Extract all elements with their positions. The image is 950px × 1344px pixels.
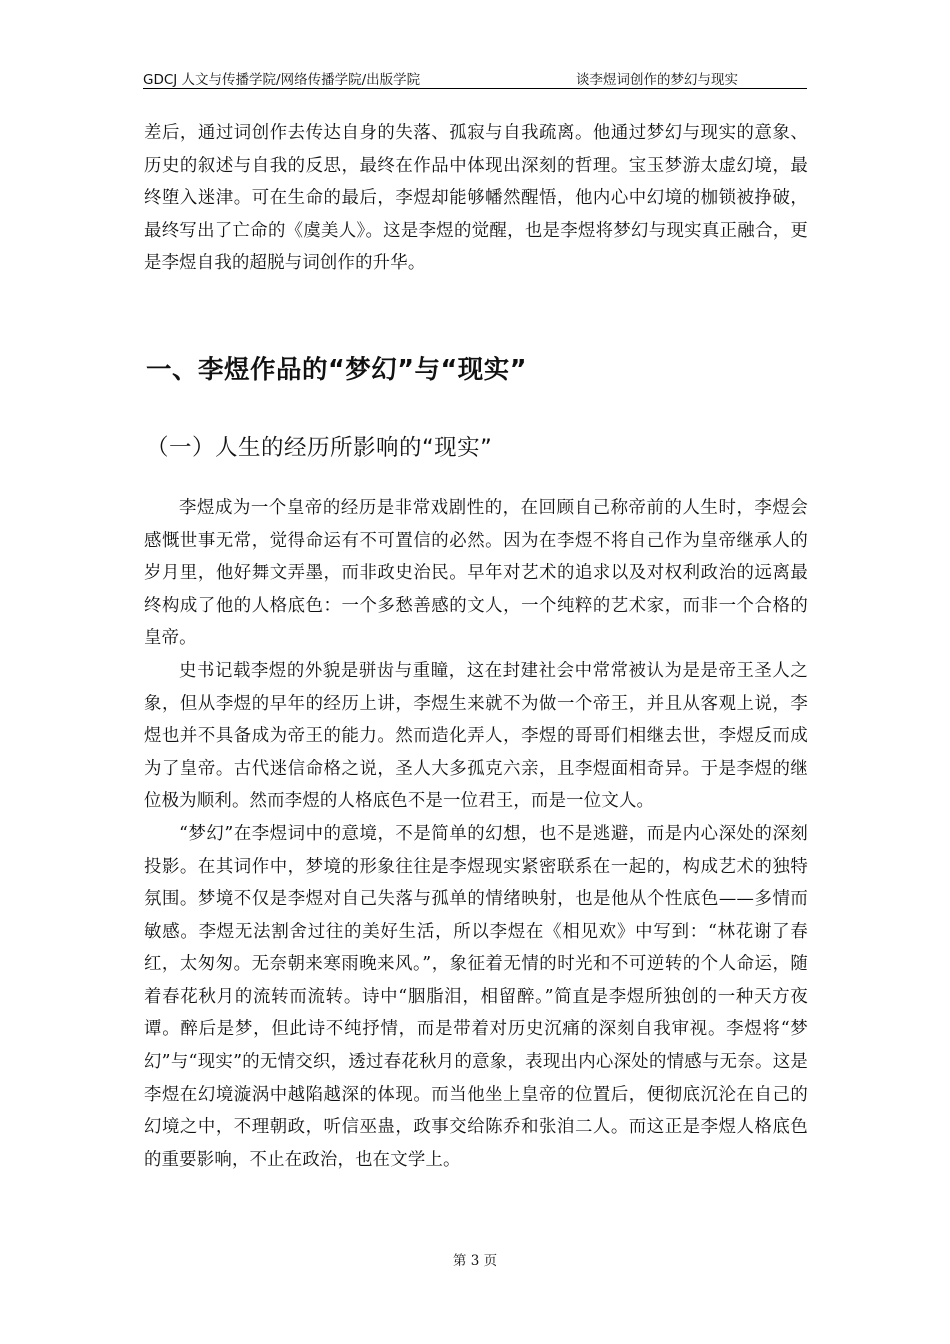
body-paragraph: 史书记载李煜的外貌是骈齿与重瞳，这在封建社会中常常被认为是是帝王圣人之象，但从李煜的早年的经历上讲，李煜生来就不为做一个帝王，并且从客观上说，李煜也并不具备成为帝王的能力。然而造化弄人，李煜的哥哥们相继去世，李煜反而成为了皇帝。古代迷信命格之说，圣人大多孤克六亲，且李煜面相奇异。于是李煜的继位极为顺利。然而李煜的人格底色不是一位君王，而是一位文人。 xyxy=(144,660,808,812)
page-content xyxy=(144,117,808,1176)
subsection-heading: （一）人生的经历所影响的“现实” xyxy=(146,434,493,461)
header-article-title: 谈李煜词创作的梦幻与现实 xyxy=(576,72,738,88)
page-number: 第 3 页 xyxy=(452,1253,498,1269)
intro-paragraph: 差后，通过词创作去传达自身的失落、孤寂与自我疏离。他通过梦幻与现实的意象、历史的叙述与自我的反思，最终在作品中体现出深刻的哲理。宝玉梦游太虚幻境，最终堕入迷津。可在生命的最后，李煜却能够幡然醒悟，他内心中幻境的枷锁被挣破，最终写出了亡命的《虞美人》。这是李煜的觉醒，也是李煜将梦幻与现实真正融合，更是李煜自我的超脱与词创作的升华。 xyxy=(144,123,808,274)
body-paragraph: 李煜成为一个皇帝的经历是非常戏剧性的，在回顾自己称帝前的人生时，李煜会感慨世事无常，觉得命运有不可置信的必然。因为在李煜不将自己作为皇帝继承人的岁月里，他好舞文弄墨，而非政史治民。早年对艺术的追求以及对权利政治的远离最终构成了他的人格底色：一个多愁善感的文人，一个纯粹的艺术家，而非一个合格的皇帝。 xyxy=(144,497,808,649)
section-heading: 一、李煜作品的“梦幻”与“现实” xyxy=(146,354,528,385)
page-header xyxy=(143,66,807,89)
header-institution: GDCJ 人文与传播学院/网络传播学院/出版学院 xyxy=(143,72,421,88)
body-paragraph: “梦幻”在李煜词中的意境，不是简单的幻想，也不是逃避，而是内心深处的深刻投影。在其词作中，梦境的形象往往是李煜现实紧密联系在一起的，构成艺术的独特氛围。梦境不仅是李煜对自己失落与孤单的情绪映射，也是他从个性底色——多情而敏感。李煜无法割舍过往的美好生活，所以李煜在《相见欢》中写到：“林花谢了春红，太匆匆。无奈朝来寒雨晚来风。”，象征着无情的时光和不可逆转的个人命运，随着春花秋月的流转而流转。诗中“胭脂泪，相留醉。”简直是李煜所独创的一种天方夜谭。醉后是梦，但此诗不纯抒情，而是带着对历史沉痛的深刻自我审视。李煜将“梦幻”与“现实”的无情交织，透过春花秋月的意象，表现出内心深处的情感与无奈。这是李煜在幻境漩涡中越陷越深的体现。而当他坐上皇帝的位置后，便彻底沉沦在自己的幻境之中，不理朝政，听信巫蛊，政事交给陈乔和张洎二人。而这正是李煜人格底色的重要影响，不止在政治，也在文学上。 xyxy=(144,823,808,1170)
